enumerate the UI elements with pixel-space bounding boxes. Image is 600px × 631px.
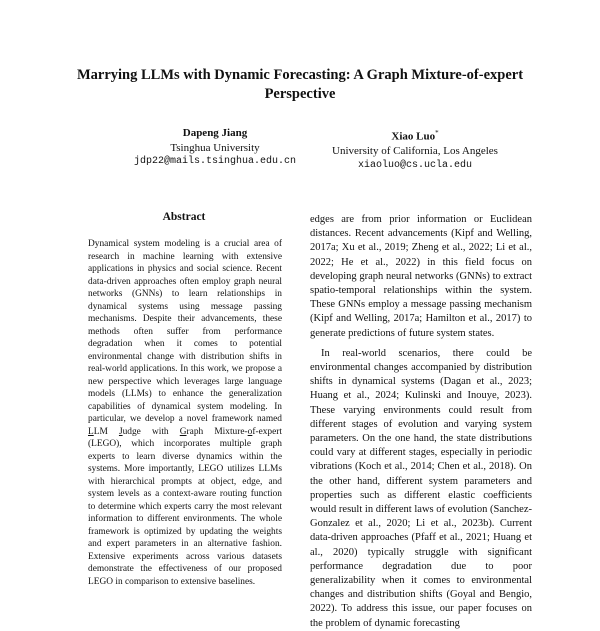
abstract-part: udge with [122, 426, 180, 437]
corresponding-author-mark: * [435, 129, 439, 137]
abstract-part: raph Mixture- [186, 426, 248, 437]
body-column [310, 213, 532, 631]
acronym-letter: o [247, 426, 253, 437]
author-name: Xiao Luo [391, 130, 436, 143]
acronym-letter: G [179, 426, 187, 437]
abstract-heading: Abstract [162, 211, 206, 223]
abstract-part: Dynamical system modeling is a crucial area of research in machine learning with extensive applications in physics and social science. Recent data-driven approaches often employ graph neural networks (GNNs) to learn relationships in dynamical systems using message passing mechanisms. Despite their advancements, these methods often suffer from performance degradation when it comes to potential environmental change with distribution shifts in real-world applications. In this work, we propose a new perspective which leverages large language models (LLMs) to enhance the generalization capabilities of dynamical system modeling. In particular, we develop a novel framework named [88, 239, 282, 424]
author-block [295, 126, 535, 173]
paper-title: Marrying LLMs with Dynamic Forecasting: A Graph Mixture-of-expert Perspective [76, 67, 524, 102]
author-affiliation: Tsinghua University [170, 141, 260, 154]
body-paragraph: In real-world scenarios, there could be environmental changes accompanied by distribution shifts in dynamical systems (Dagan et al., 2023; Huang et al., 2024; Kulinski and Inouye, 2023). These varying environments could result from different stages of evolution and varying system parameters. On the one hand, the state distributions could vary at different stages, especially in periodic vibrations (Koch et al., 2014; Chen et al., 2018). On the other hand, different system parameters and properties such as different elastic coefficients would result in different laws of evolution (Sanchez-Gonzalez et al., 2020; Li et al., 2023b). Current data-driven approaches (Pfaff et al., 2021; Huang et al., 2020) typically struggle with significant performance degradation due to poor generalizability when it comes to environmental changes and distribution shifts (Goyal and Bengio, 2022). To address this issue, our paper focuses on the problem of dynamic forecasting [310, 347, 532, 629]
body-paragraph: edges are from prior information or Euclidean distances. Recent advancements (Kipf and Welling, 2017a; Xu et al., 2019; Zheng et al., 2022; Li et al., 2022; He et al., 2022) in this field focus on developing graph neural networks (GNNs) to extract spatio-temporal relationships within the system. These GNNs employ a message passing mechanism (Kipf and Welling, 2017a; Hamilton et al., 2017) to generate predictions of future system states. [310, 214, 532, 339]
acronym-letter: J [118, 426, 123, 437]
author-email[interactable]: xiaoluo@cs.ucla.edu [357, 159, 473, 171]
author-name: Dapeng Jiang [182, 127, 248, 139]
abstract-part: LM [93, 426, 119, 437]
acronym-letter: L [88, 426, 94, 437]
author-name-line [295, 126, 535, 144]
author-affiliation: University of California, Los Angeles [332, 145, 498, 158]
author-email[interactable]: jdp22@mails.tsinghua.edu.cn [133, 156, 297, 167]
abstract-part: f-expert (LEGO), which incorporates multiple graph experts to learn diverse dynamics within the systems. More importantly, LEGO utilizes LLMs with hierarchical prompts at object, edge, and system levels as a context-aware routing function to determine which experts carry the most relevant information to different environments. The whole framework is optimized by updating the weights and expert parameters in an alternative fashion. Extensive experiments across various datasets demonstrate the effectiveness of our proposed LEGO in comparison to extensive baselines. [88, 426, 283, 587]
abstract-text [88, 238, 282, 588]
